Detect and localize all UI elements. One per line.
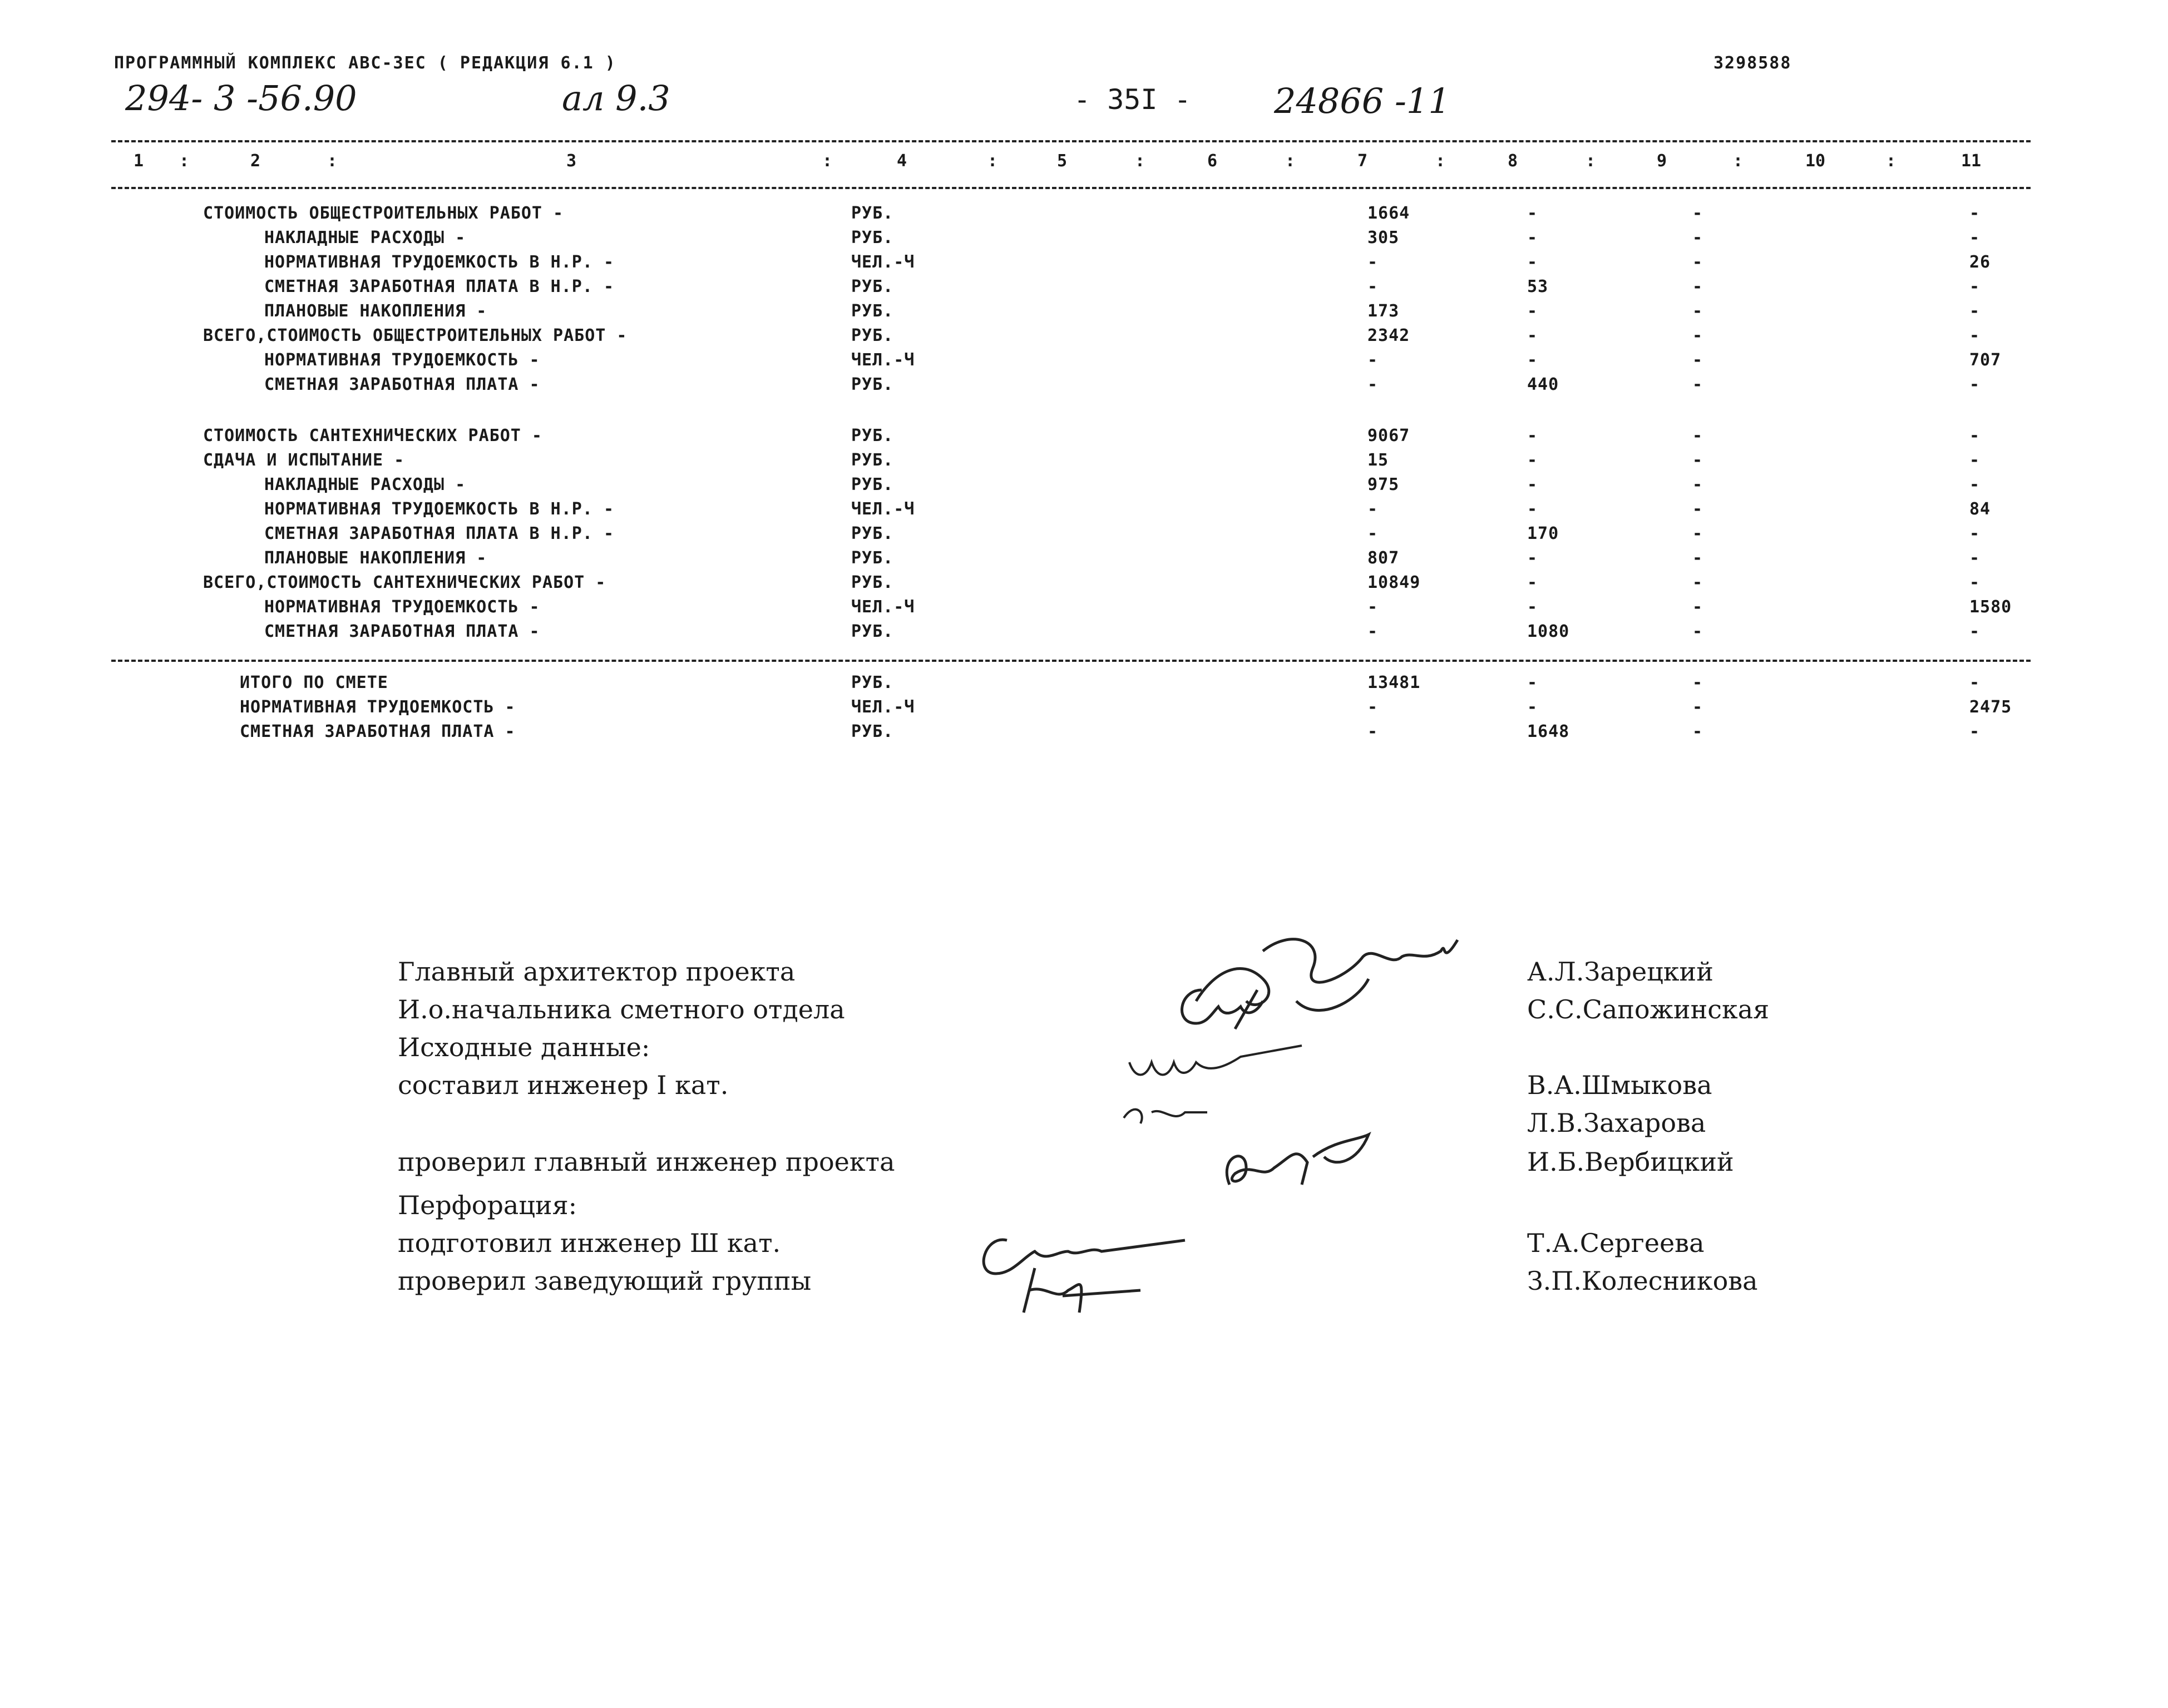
row-unit: РУБ.: [851, 204, 894, 223]
column-number: 8: [1508, 151, 1518, 171]
row-label: СТОИМОСТЬ ОБЩЕСТРОИТЕЛЬНЫХ РАБОТ -: [203, 204, 564, 223]
row-unit: ЧЕЛ.-Ч: [851, 253, 915, 272]
row-unit: РУБ.: [851, 722, 894, 741]
row-unit: ЧЕЛ.-Ч: [851, 350, 915, 370]
row-label: СМЕТНАЯ ЗАРАБОТНАЯ ПЛАТА В Н.Р. -: [264, 277, 615, 296]
table-row: [0, 573, 2168, 597]
cell-col8: -: [1527, 673, 1538, 692]
cell-col11: 2475: [1969, 697, 2012, 717]
cell-col11: -: [1969, 228, 1981, 247]
cell-col7: -: [1367, 277, 1379, 296]
cell-col8: -: [1527, 475, 1538, 494]
cell-col11: -: [1969, 673, 1981, 692]
cell-col11: -: [1969, 722, 1981, 741]
row-label: ПЛАНОВЫЕ НАКОПЛЕНИЯ -: [264, 301, 487, 321]
row-unit: ЧЕЛ.-Ч: [851, 499, 915, 519]
signatory-name: С.С.Сапожинская: [1527, 994, 1770, 1024]
signatory-name: З.П.Колесникова: [1527, 1266, 1758, 1296]
cell-col8: -: [1527, 426, 1538, 445]
row-label: СТОИМОСТЬ САНТЕХНИЧЕСКИХ РАБОТ -: [203, 426, 542, 445]
role-acting-head-estimates: И.о.начальника сметного отдела: [398, 994, 845, 1024]
table-row: [0, 301, 2168, 326]
cell-col8: -: [1527, 350, 1538, 370]
signatory-name: Т.А.Сергеева: [1527, 1228, 1705, 1258]
cell-col9: -: [1692, 697, 1703, 717]
signatory-name: А.Л.Зарецкий: [1527, 957, 1713, 987]
row-label: НОРМАТИВНАЯ ТРУДОЕМКОСТЬ -: [264, 350, 540, 370]
cell-col9: -: [1692, 597, 1703, 617]
row-label: СМЕТНАЯ ЗАРАБОТНАЯ ПЛАТА В Н.Р. -: [264, 524, 615, 543]
cell-col8: -: [1527, 450, 1538, 470]
signature-acting-head: [1168, 979, 1280, 1040]
column-number: 3: [566, 151, 577, 171]
column-number: 1: [134, 151, 144, 171]
table-row: [0, 277, 2168, 301]
cell-col11: -: [1969, 375, 1981, 394]
row-unit: РУБ.: [851, 673, 894, 692]
signatory-name: И.Б.Вербицкий: [1527, 1147, 1734, 1177]
cell-col9: -: [1692, 375, 1703, 394]
cell-col9: -: [1692, 253, 1703, 272]
row-unit: РУБ.: [851, 326, 894, 345]
cell-col11: -: [1969, 622, 1981, 641]
table-header-rule: [111, 187, 2031, 189]
table-row: [0, 426, 2168, 450]
signature-checked-by-chief-engineer: [1213, 1123, 1380, 1196]
row-label: НАКЛАДНЫЕ РАСХОДЫ -: [264, 228, 466, 247]
cell-col9: -: [1692, 548, 1703, 568]
cell-col11: 26: [1969, 253, 1991, 272]
role-perforation-heading: Перфорация:: [398, 1190, 577, 1220]
signature-compiled-by: [1118, 1040, 1307, 1129]
cell-col8: 53: [1527, 277, 1549, 296]
cell-col9: -: [1692, 277, 1703, 296]
column-number: 2: [250, 151, 261, 171]
cell-col9: -: [1692, 301, 1703, 321]
cell-col9: -: [1692, 475, 1703, 494]
cell-col9: -: [1692, 722, 1703, 741]
cell-col8: -: [1527, 499, 1538, 519]
column-number: 7: [1357, 151, 1368, 171]
table-row: [0, 228, 2168, 253]
program-header: ПРОГРАММНЫЙ КОМПЛЕКС АВС-3ЕС ( РЕДАКЦИЯ 6.1 ): [114, 53, 616, 73]
cell-col7: 15: [1367, 450, 1389, 470]
cell-col7: -: [1367, 499, 1379, 519]
cell-col8: 170: [1527, 524, 1559, 543]
cell-col11: -: [1969, 475, 1981, 494]
row-label: ВСЕГО,СТОИМОСТЬ САНТЕХНИЧЕСКИХ РАБОТ -: [203, 573, 606, 592]
column-number: 11: [1961, 151, 1982, 171]
cell-col9: -: [1692, 228, 1703, 247]
cell-col8: 1648: [1527, 722, 1570, 741]
cell-col9: -: [1692, 573, 1703, 592]
handwritten-album: ал 9.3: [562, 78, 670, 118]
cell-col8: -: [1527, 597, 1538, 617]
cell-col11: 84: [1969, 499, 1991, 519]
row-label: СМЕТНАЯ ЗАРАБОТНАЯ ПЛАТА -: [264, 375, 540, 394]
role-checked-by-chief-engineer: проверил главный инженер проекта: [398, 1147, 895, 1177]
cell-col9: -: [1692, 524, 1703, 543]
row-unit: РУБ.: [851, 450, 894, 470]
cell-col7: -: [1367, 722, 1379, 741]
row-label: ИТОГО ПО СМЕТЕ: [240, 673, 388, 692]
cell-col7: -: [1367, 697, 1379, 717]
cell-col7: 975: [1367, 475, 1400, 494]
cell-col8: -: [1527, 204, 1538, 223]
table-row: [0, 475, 2168, 499]
cell-col9: -: [1692, 499, 1703, 519]
row-label: НОРМАТИВНАЯ ТРУДОЕМКОСТЬ В Н.Р. -: [264, 499, 615, 519]
page-number: - 35I -: [1074, 83, 1191, 116]
cell-col9: -: [1692, 204, 1703, 223]
total-separator-rule: [111, 660, 2031, 662]
cell-col8: -: [1527, 573, 1538, 592]
row-label: НОРМАТИВНАЯ ТРУДОЕМКОСТЬ В Н.Р. -: [264, 253, 615, 272]
document-code: 3298588: [1713, 53, 1792, 73]
signatory-name: В.А.Шмыкова: [1527, 1070, 1712, 1100]
cell-col8: -: [1527, 697, 1538, 717]
cell-col9: -: [1692, 673, 1703, 692]
cell-col9: -: [1692, 622, 1703, 641]
row-label: НОРМАТИВНАЯ ТРУДОЕМКОСТЬ -: [240, 697, 516, 717]
cell-col11: -: [1969, 301, 1981, 321]
cell-col11: -: [1969, 573, 1981, 592]
role-checked-by-group-head: проверил заведующий группы: [398, 1266, 812, 1296]
table-row: [0, 499, 2168, 524]
cell-col11: 707: [1969, 350, 2002, 370]
column-number: 6: [1207, 151, 1218, 171]
role-compiled-by: составил инженер I кат.: [398, 1070, 729, 1100]
column-number: 9: [1657, 151, 1667, 171]
row-label: СДАЧА И ИСПЫТАНИЕ -: [203, 450, 405, 470]
row-unit: ЧЕЛ.-Ч: [851, 597, 915, 617]
row-label: СМЕТНАЯ ЗАРАБОТНАЯ ПЛАТА -: [240, 722, 516, 741]
row-unit: РУБ.: [851, 301, 894, 321]
table-row: [0, 450, 2168, 475]
table-row: [0, 253, 2168, 277]
role-prepared-by: подготовил инженер Ш кат.: [398, 1228, 781, 1258]
column-number: 4: [897, 151, 907, 171]
cell-col7: 305: [1367, 228, 1400, 247]
row-label: ВСЕГО,СТОИМОСТЬ ОБЩЕСТРОИТЕЛЬНЫХ РАБОТ -: [203, 326, 628, 345]
table-row: [0, 524, 2168, 548]
cell-col11: -: [1969, 450, 1981, 470]
row-unit: РУБ.: [851, 573, 894, 592]
cell-col8: 440: [1527, 375, 1559, 394]
column-number: 5: [1057, 151, 1068, 171]
handwritten-order-number: 24866 -11: [1274, 81, 1450, 121]
cell-col9: -: [1692, 426, 1703, 445]
cell-col7: -: [1367, 253, 1379, 272]
role-chief-architect: Главный архитектор проекта: [398, 957, 796, 987]
cell-col7: 173: [1367, 301, 1400, 321]
cell-col11: -: [1969, 204, 1981, 223]
table-row: [0, 673, 2168, 697]
table-row: [0, 350, 2168, 375]
cell-col7: 807: [1367, 548, 1400, 568]
row-unit: РУБ.: [851, 228, 894, 247]
table-top-rule: [111, 140, 2031, 142]
cell-col9: -: [1692, 326, 1703, 345]
cell-col9: -: [1692, 450, 1703, 470]
row-unit: РУБ.: [851, 524, 894, 543]
row-unit: РУБ.: [851, 426, 894, 445]
row-label: ПЛАНОВЫЕ НАКОПЛЕНИЯ -: [264, 548, 487, 568]
cell-col8: -: [1527, 228, 1538, 247]
cell-col7: 1664: [1367, 204, 1410, 223]
signature-perforation: [974, 1224, 1207, 1318]
cell-col11: -: [1969, 426, 1981, 445]
row-unit: РУБ.: [851, 375, 894, 394]
row-label: НОРМАТИВНАЯ ТРУДОЕМКОСТЬ -: [264, 597, 540, 617]
row-unit: ЧЕЛ.-Ч: [851, 697, 915, 717]
row-unit: РУБ.: [851, 277, 894, 296]
handwritten-project-number: 294- 3 -56.90: [125, 78, 357, 118]
table-row: [0, 622, 2168, 646]
cell-col7: -: [1367, 524, 1379, 543]
cell-col7: -: [1367, 622, 1379, 641]
cell-col7: -: [1367, 597, 1379, 617]
cell-col7: 9067: [1367, 426, 1410, 445]
cell-col8: -: [1527, 253, 1538, 272]
cell-col7: 13481: [1367, 673, 1421, 692]
cell-col7: -: [1367, 375, 1379, 394]
table-row: [0, 326, 2168, 350]
row-label: НАКЛАДНЫЕ РАСХОДЫ -: [264, 475, 466, 494]
cell-col8: -: [1527, 548, 1538, 568]
table-row: [0, 597, 2168, 622]
cell-col9: -: [1692, 350, 1703, 370]
cell-col7: 2342: [1367, 326, 1410, 345]
signatory-name: Л.В.Захарова: [1527, 1108, 1706, 1138]
cell-col11: -: [1969, 548, 1981, 568]
table-row: [0, 722, 2168, 746]
cell-col11: -: [1969, 326, 1981, 345]
table-row: [0, 204, 2168, 228]
cell-col8: -: [1527, 326, 1538, 345]
cell-col7: -: [1367, 350, 1379, 370]
table-row: [0, 375, 2168, 399]
row-unit: РУБ.: [851, 622, 894, 641]
column-separators: : : : : : : : : : :: [179, 151, 1897, 171]
row-unit: РУБ.: [851, 475, 894, 494]
row-label: СМЕТНАЯ ЗАРАБОТНАЯ ПЛАТА -: [264, 622, 540, 641]
table-row: [0, 548, 2168, 573]
cell-col8: -: [1527, 301, 1538, 321]
cell-col11: -: [1969, 277, 1981, 296]
role-source-data-heading: Исходные данные:: [398, 1032, 650, 1062]
column-number: 10: [1805, 151, 1826, 171]
cell-col11: -: [1969, 524, 1981, 543]
cell-col8: 1080: [1527, 622, 1570, 641]
table-row: [0, 697, 2168, 722]
cell-col11: 1580: [1969, 597, 2012, 617]
row-unit: РУБ.: [851, 548, 894, 568]
cell-col7: 10849: [1367, 573, 1421, 592]
